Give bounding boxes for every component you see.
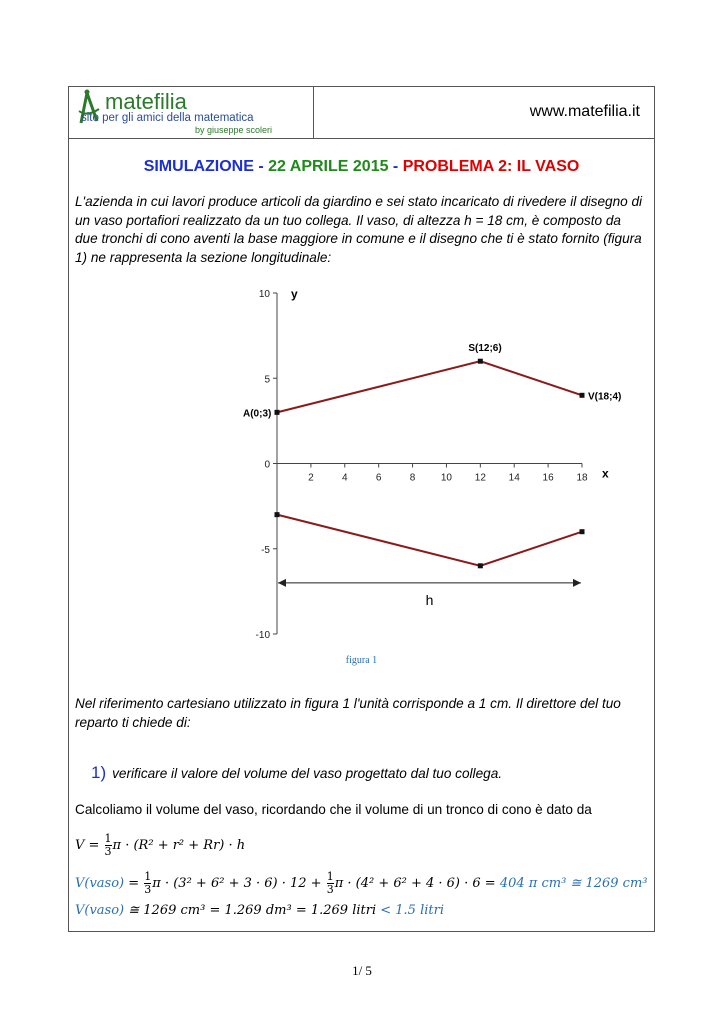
data-point xyxy=(275,512,280,517)
title-part-3: - xyxy=(388,158,403,175)
question-1-text: verificare il valore del volume del vaso progettato dal tuo collega. xyxy=(112,766,503,781)
data-point xyxy=(478,359,483,364)
title-problem: PROBLEMA 2: IL VASO xyxy=(402,158,580,175)
x-axis-label: x xyxy=(602,466,609,481)
x-tick-label: 2 xyxy=(308,472,314,484)
question-paragraph: Nel riferimento cartesiano utilizzato in figura 1 l'unità corrisponde a 1 cm. Il direttore del tuo reparto ti chiede di: xyxy=(75,696,621,730)
figure-1-chart xyxy=(185,277,622,667)
height-label: h xyxy=(425,591,434,608)
title-part-1: SIMULAZIONE - xyxy=(143,158,269,175)
logo-author: by giuseppe scoleri xyxy=(195,125,273,135)
data-point xyxy=(275,410,280,415)
page-title xyxy=(69,158,654,176)
data-point xyxy=(478,563,483,568)
y-tick-label: -5 xyxy=(261,544,270,556)
data-point xyxy=(580,529,585,534)
formula-3-left: V(vaso) xyxy=(75,903,125,918)
arrow-right-icon xyxy=(573,579,581,587)
logo-name: matefilia xyxy=(105,89,187,114)
calc-paragraph: Calcoliamo il volume del vaso, ricordando che il volume di un tronco di cono è dato da xyxy=(75,802,592,817)
x-tick-label: 14 xyxy=(508,472,520,484)
arrow-left-icon xyxy=(278,579,286,587)
formula-1 xyxy=(75,833,245,858)
data-point xyxy=(580,393,585,398)
series-line-1 xyxy=(277,361,582,412)
series-line-2 xyxy=(277,515,582,566)
formula-2-term-2: π · (4² + 6² + 4 · 6) · 6 = xyxy=(334,876,500,891)
formula-2-result: 404 π cm³ ≅ 1269 cm³ xyxy=(499,876,648,891)
formula-3-mid: ≅ 1269 cm³ = 1.269 dm³ = 1.269 litri xyxy=(124,903,381,918)
title-date: 22 APRILE 2015 xyxy=(268,158,389,175)
header-separator xyxy=(313,87,314,138)
y-tick-label: 5 xyxy=(264,374,270,386)
fraction: $\frac{1}{3}$ xyxy=(104,832,112,858)
formula-2-left: V(vaso) xyxy=(75,876,125,891)
formula-2: V(vaso) = $\frac{1}{3}$ π · (3² + 6² + 3 · 6) · 12 + $\frac{1}{3}$ π · (4² + 6² + 4 · 6) · 6 = 404 π cm³ ≅ 1269 cm³ xyxy=(75,870,648,896)
matefilia-logo xyxy=(71,87,311,138)
formula-1-left: V = xyxy=(75,838,104,853)
question-1 xyxy=(91,763,502,783)
y-tick-label: 10 xyxy=(258,289,270,300)
x-tick-label: 8 xyxy=(409,472,416,484)
y-axis-label: y xyxy=(291,287,298,301)
formula-1-right: π · (R² + r² + Rr) · h xyxy=(112,838,246,853)
website-url[interactable]: www.matefilia.it xyxy=(529,103,640,120)
header xyxy=(69,87,654,139)
point-label: V(18;4) xyxy=(588,391,622,403)
document-frame xyxy=(68,86,655,932)
logo-tagline: sito per gli amici della matematica xyxy=(81,112,254,124)
question-1-number: 1) xyxy=(91,763,107,782)
formula-2-term-1: π · (3² + 6² + 3 · 6) · 12 + xyxy=(152,876,326,891)
x-tick-label: 6 xyxy=(375,472,382,484)
formula-3 xyxy=(75,903,444,918)
x-tick-label: 16 xyxy=(542,472,554,484)
x-tick-label: 4 xyxy=(341,472,348,484)
fraction: $\frac{1}{3}$ xyxy=(144,870,152,896)
point-label: S(12;6) xyxy=(468,343,502,355)
intro-paragraph: L'azienda in cui lavori produce articoli da giardino e sei stato incaricato di rivedere il disegno di un vaso portafiori realizzato da un tuo collega. Il vaso, di altezza h = 18 cm, è composto da due tronchi di cono aventi la base maggiore in comune e il disegno che ti è stato fornito (figura 1) ne rappresenta la sezione longitudinale: xyxy=(75,194,643,265)
fraction: $\frac{1}{3}$ xyxy=(326,870,334,896)
y-tick-label: -10 xyxy=(255,630,270,641)
x-tick-label: 18 xyxy=(576,472,588,484)
point-label: A(0;3) xyxy=(243,408,272,420)
x-tick-label: 10 xyxy=(440,472,453,484)
page-number: 1/ 5 xyxy=(352,963,372,978)
y-tick-label: 0 xyxy=(264,459,270,471)
x-tick-label: 12 xyxy=(474,472,486,484)
formula-3-result: < 1.5 litri xyxy=(380,903,444,918)
figure-caption: figura 1 xyxy=(345,655,378,666)
